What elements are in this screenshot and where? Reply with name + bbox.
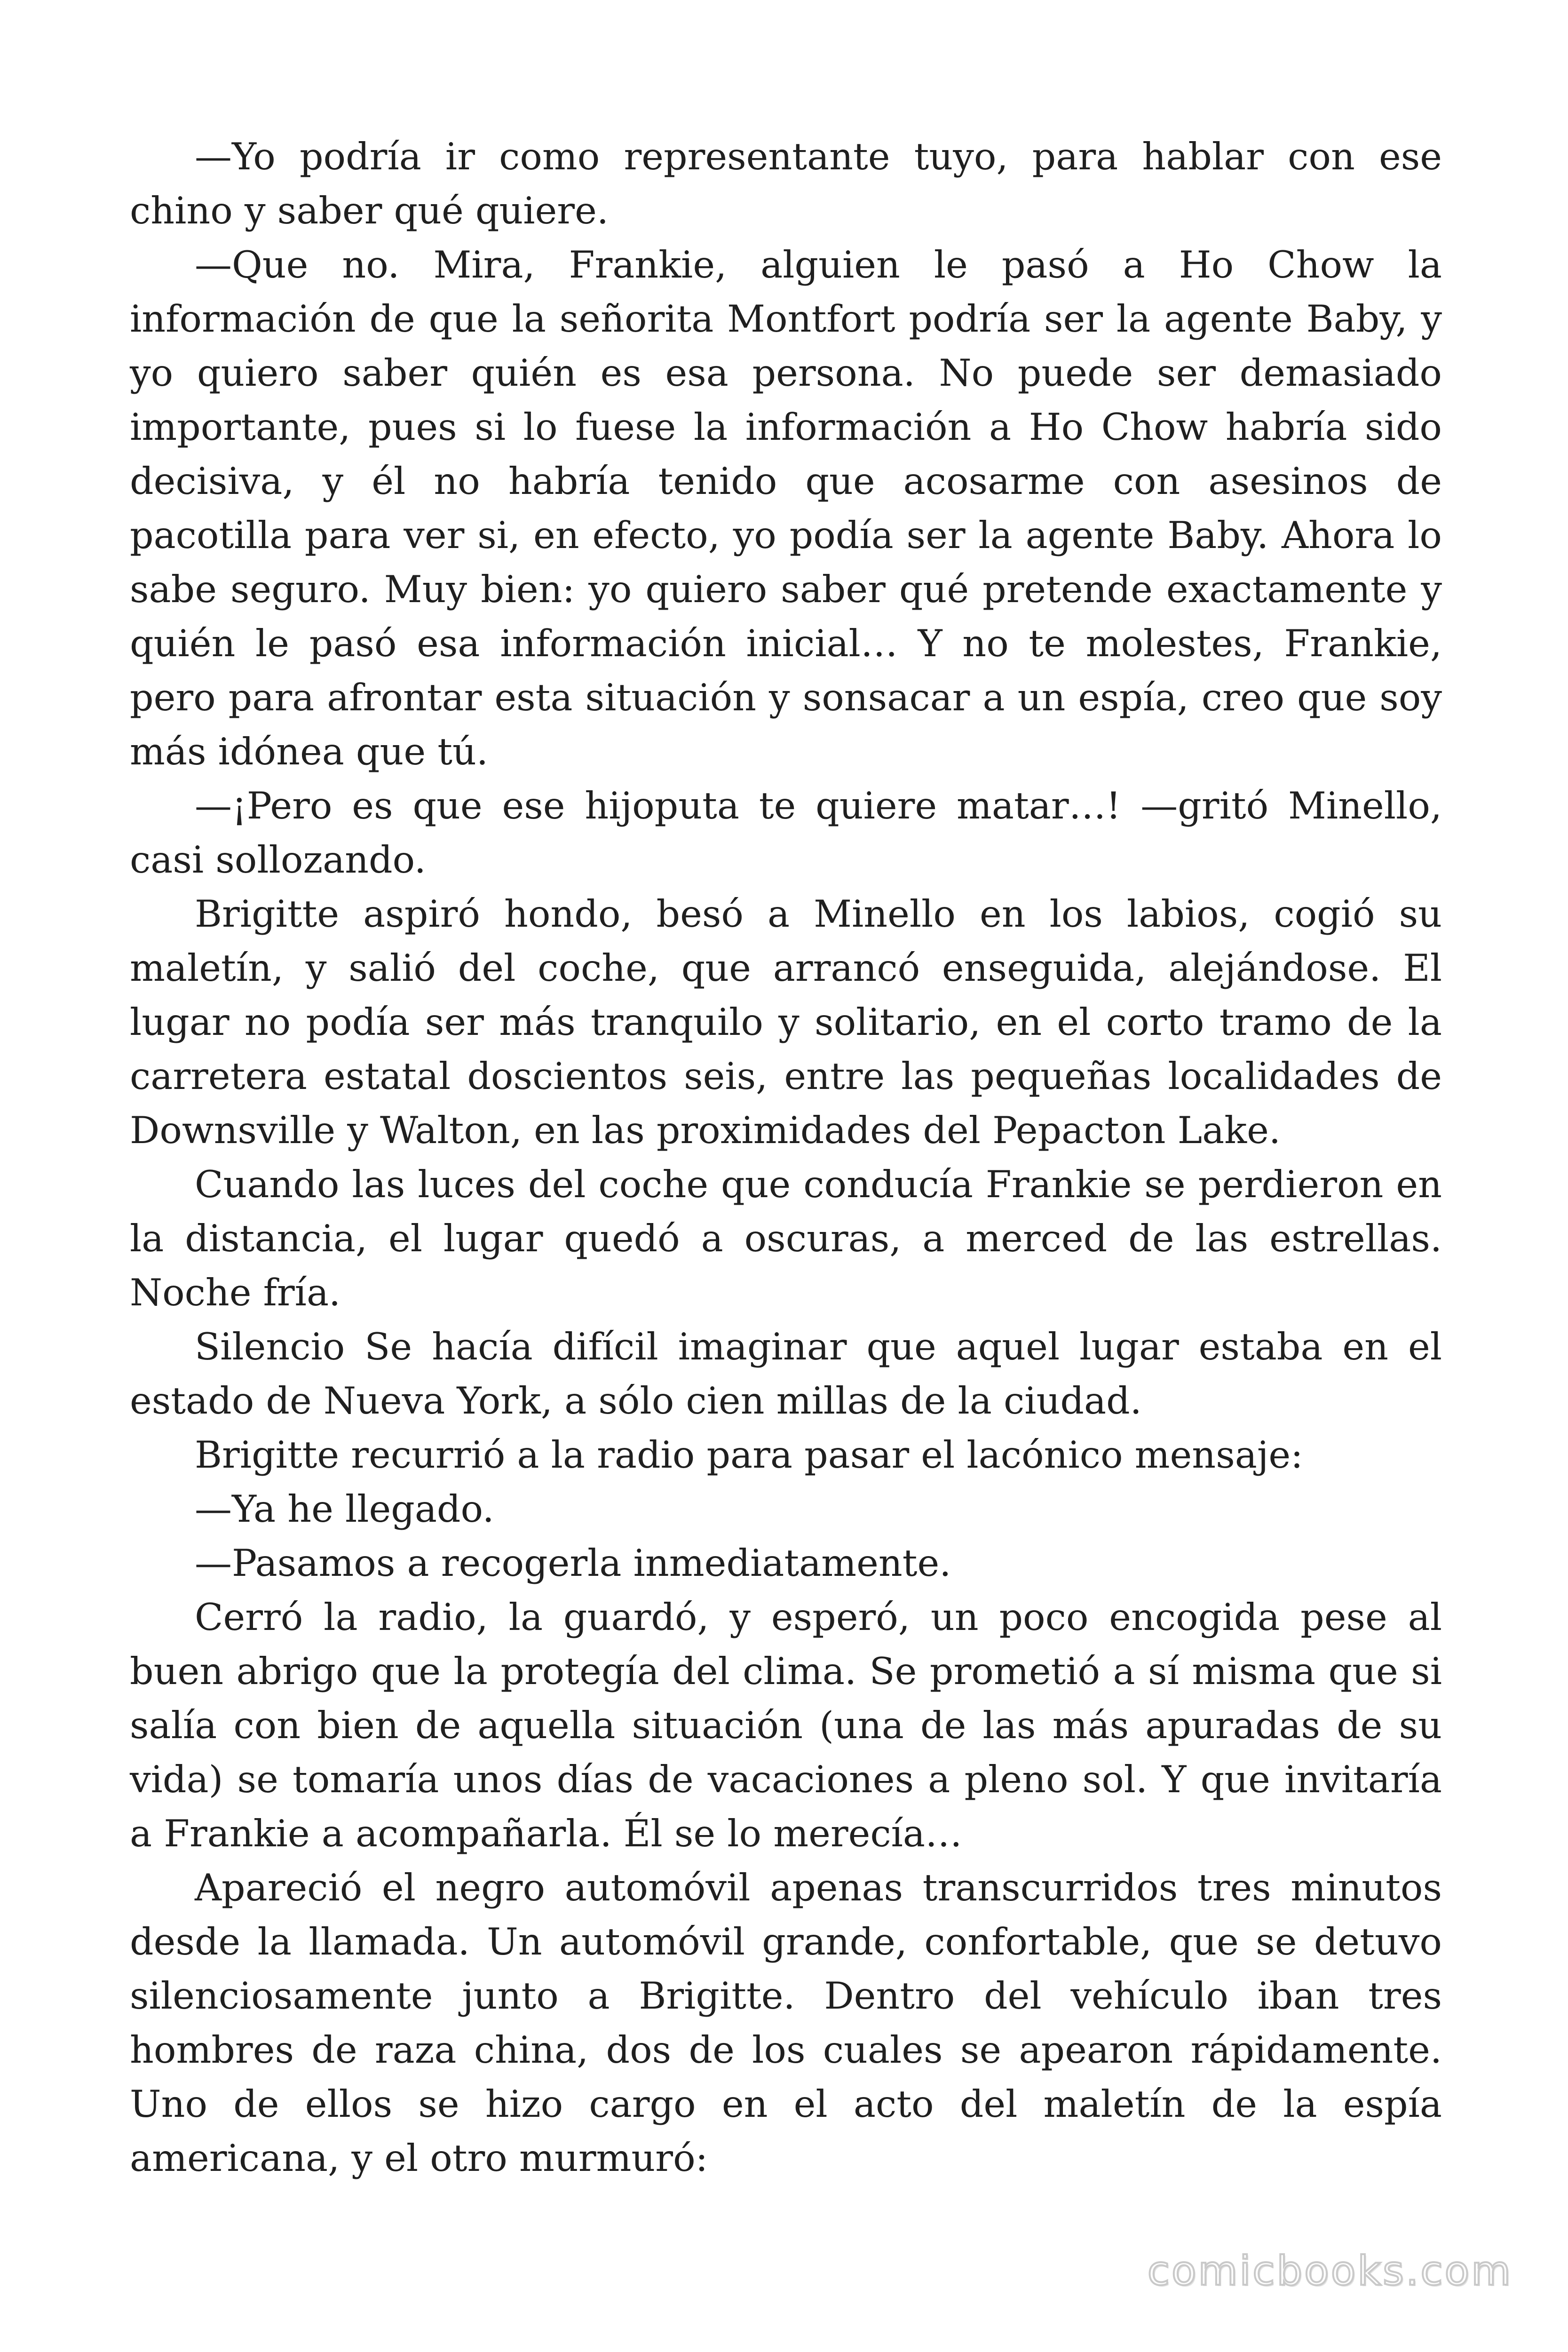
paragraph: —Pasamos a recogerla inmediatamente. bbox=[195, 1542, 951, 1585]
paragraph: Apareció el negro automóvil apenas transcurridos tres minutos desde la llamada. Un automóvil grande, confortable, que se detuvo silenciosamente junto a Brigitte. Dentro del vehículo iban tres hombres de raza china, dos de los cuales se apearon rápidamente. Uno de ellos se hizo cargo en el acto del maletín de la espía americana, y el otro murmuró: bbox=[130, 1866, 1442, 2180]
paragraph: Brigitte aspiró hondo, besó a Minello en los labios, cogió su maletín, y salió del coche, que arrancó enseguida, alejándose. El lugar no podía ser más tranquilo y solitario, en el corto tramo de la carretera estatal doscientos seis, entre las pequeñas localidades de Downsville y Walton, en las proximidades del Pepacton Lake. bbox=[130, 892, 1442, 1152]
paragraph: Brigitte recurrió a la radio para pasar el lacónico mensaje: bbox=[195, 1433, 1303, 1477]
paragraph: Cerró la radio, la guardó, y esperó, un poco encogida pese al buen abrigo que la protegía del clima. Se prometió a sí misma que si salía con bien de aquella situación (una de las más apuradas de su vida) se tomaría unos días de vacaciones a pleno sol. Y que invitaría a Frankie a acompañarla. Él se lo merecía… bbox=[130, 1596, 1442, 1855]
page-text bbox=[130, 130, 1442, 2185]
paragraph: —¡Pero es que ese hijoputa te quiere matar…! —gritó Minello, casi sollozando. bbox=[130, 784, 1442, 882]
paragraph: —Yo podría ir como representante tuyo, para hablar con ese chino y saber qué quiere. bbox=[130, 135, 1442, 232]
paragraph: —Ya he llegado. bbox=[195, 1487, 494, 1531]
watermark: comicbooks.com bbox=[1147, 2248, 1513, 2295]
paragraph: —Que no. Mira, Frankie, alguien le pasó a Ho Chow la información de que la señorita Montfort podría ser la agente Baby, y yo quiero saber quién es esa persona. No puede ser demasiado importante, pues si lo fuese la información a Ho Chow habría sido decisiva, y él no habría tenido que acosarme con asesinos de pacotilla para ver si, en efecto, yo podía ser la agente Baby. Ahora lo sabe seguro. Muy bien: yo quiero saber qué pretende exactamente y quién le pasó esa información inicial… Y no te molestes, Frankie, pero para afrontar esta situación y sonsacar a un espía, creo que soy más idónea que tú. bbox=[130, 243, 1442, 773]
paragraph: Silencio Se hacía difícil imaginar que aquel lugar estaba en el estado de Nueva York, a sólo cien millas de la ciudad. bbox=[130, 1325, 1442, 1422]
paragraph: Cuando las luces del coche que conducía Frankie se perdieron en la distancia, el lugar quedó a oscuras, a merced de las estrellas. Noche fría. bbox=[130, 1163, 1442, 1314]
